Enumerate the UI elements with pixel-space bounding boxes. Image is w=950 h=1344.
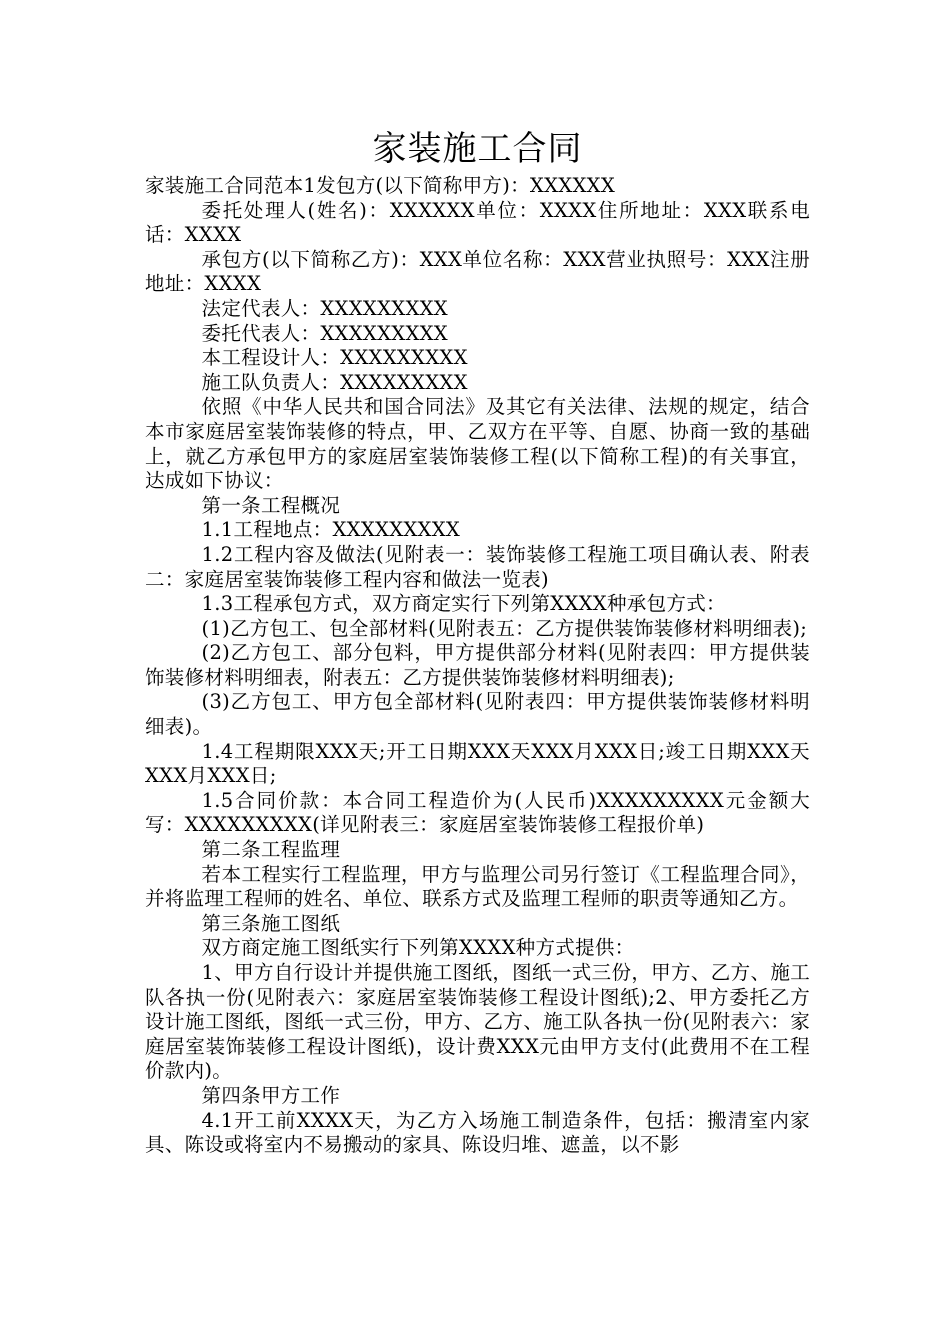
- document-body: [145, 174, 810, 1158]
- paragraph: 1.1工程地点：XXXXXXXXX: [201, 518, 461, 542]
- paragraph: 第三条施工图纸: [201, 911, 341, 935]
- paragraph: 1.4工程期限XXX天;开工日期XXX天XXX月XXX日;竣工日期XXX天XXX月XXX日;: [145, 739, 810, 788]
- document-title: 家装施工合同: [372, 129, 583, 169]
- paragraph: 委托处理人(姓名)：XXXXXX单位：XXXX住所地址：XXX联系电话：XXXX: [145, 198, 810, 247]
- paragraph: 第一条工程概况: [201, 493, 341, 517]
- paragraph: 1.5合同价款：本合同工程造价为(人民币)XXXXXXXXX元金额大写：XXXXXXXXX(详见附表三：家庭居室装饰装修工程报价单): [145, 788, 810, 837]
- paragraph: 1.3工程承包方式，双方商定实行下列第XXXX种承包方式：: [201, 592, 726, 616]
- paragraph: 承包方(以下简称乙方)：XXX单位名称：XXX营业执照号：XXX注册地址：XXXX: [145, 247, 810, 296]
- paragraph: (2)乙方包工、部分包料，甲方提供部分材料(见附表四：甲方提供装饰装修材料明细表，附表五：乙方提供装饰装修材料明细表);: [145, 641, 810, 689]
- paragraph: 1、甲方自行设计并提供施工图纸，图纸一式三份，甲方、乙方、施工队各执一份(见附表六：家庭居室装饰装修工程设计图纸);2、甲方委托乙方设计施工图纸，图纸一式三份，甲方、乙方、施工队各执一份(见附表六：家庭居室装饰装修工程设计图纸)，设计费XXX元由甲方支付(此费用不在工程价款内)。: [145, 961, 810, 1083]
- document-page: [145, 124, 810, 1158]
- paragraph: 1.2工程内容及做法(见附表一：装饰装修工程施工项目确认表、附表二：家庭居室装饰装修工程内容和做法一览表): [145, 542, 810, 591]
- paragraph: (3)乙方包工、甲方包全部材料(见附表四：甲方提供装饰装修材料明细表)。: [145, 690, 810, 739]
- paragraph: 第二条工程监理: [201, 838, 341, 862]
- paragraph: 本工程设计人：XXXXXXXXX: [201, 346, 468, 370]
- paragraph: (1)乙方包工、包全部材料(见附表五：乙方提供装饰装修材料明细表);: [201, 616, 808, 640]
- paragraph: 家装施工合同范本1发包方(以下简称甲方)：XXXXXX: [145, 174, 616, 197]
- paragraph: 双方商定施工图纸实行下列第XXXX种方式提供：: [201, 936, 635, 960]
- paragraph: 施工队负责人：XXXXXXXXX: [201, 370, 468, 394]
- paragraph: 若本工程实行工程监理，甲方与监理公司另行签订《工程监理合同》，并将监理工程师的姓名、单位、联系方式及监理工程师的职责等通知乙方。: [145, 862, 810, 911]
- paragraph: 委托代表人：XXXXXXXXX: [201, 321, 448, 345]
- paragraph: 4.1开工前XXXX天，为乙方入场施工制造条件，包括：搬清室内家具、陈设或将室内不易搬动的家具、陈设归堆、遮盖，以不影: [145, 1108, 810, 1157]
- paragraph: 依照《中华人民共和国合同法》及其它有关法律、法规的规定，结合本市家庭居室装饰装修的特点，甲、乙双方在平等、自愿、协商一致的基础上，就乙方承包甲方的家庭居室装饰装修工程(以下简称工程)的有关事宜，达成如下协议：: [145, 395, 810, 493]
- paragraph: 第四条甲方工作: [201, 1083, 341, 1107]
- paragraph: 法定代表人：XXXXXXXXX: [201, 296, 448, 320]
